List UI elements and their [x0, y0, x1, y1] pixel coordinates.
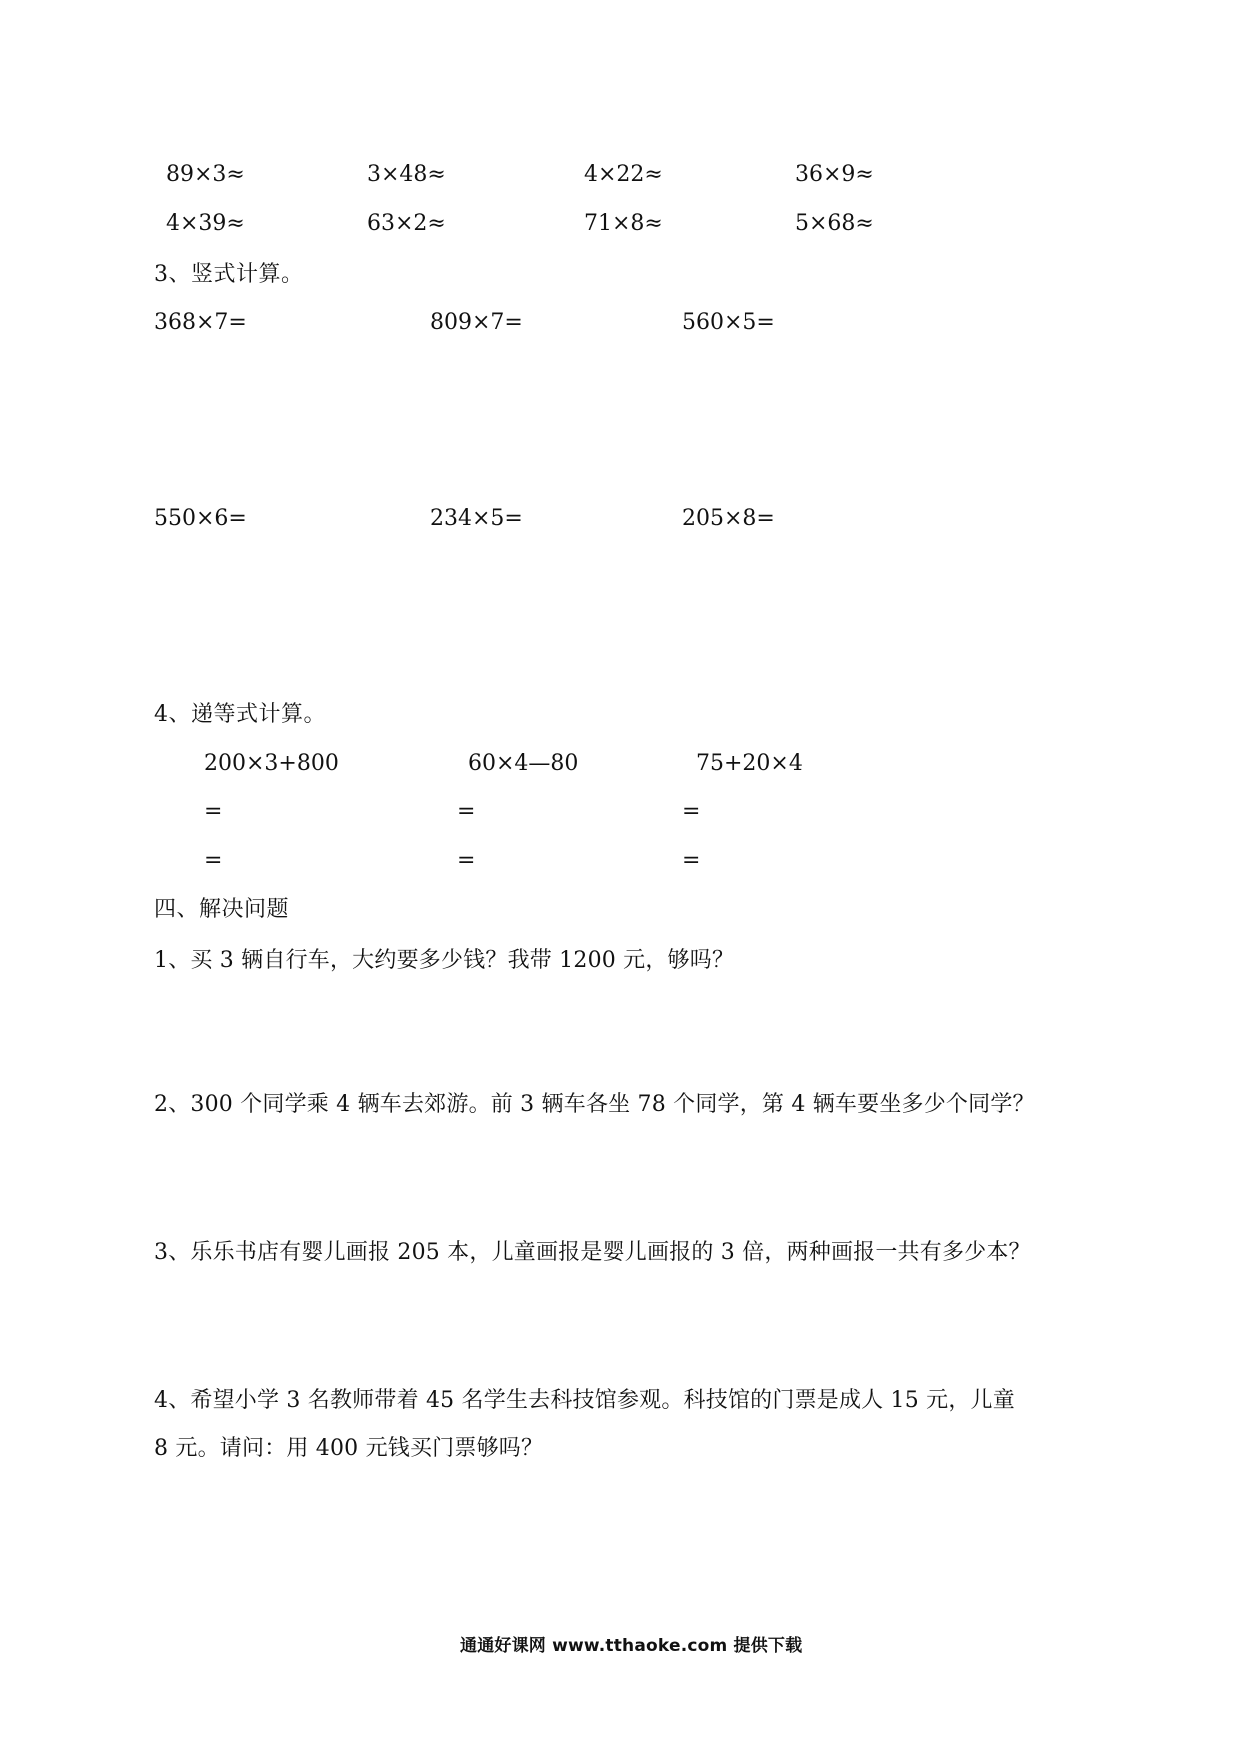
word-problem: 1、买 3 辆自行车，大约要多少钱？我带 1200 元，够吗？ [154, 948, 735, 973]
section-title-step-calc: 4、递等式计算。 [154, 702, 326, 727]
section-title-problem-solving: 四、解决问题 [154, 897, 290, 922]
estimation-item: 5×68≈ [795, 211, 874, 236]
word-problem-line: 4、希望小学 3 名教师带着 45 名学生去科技馆参观。科技馆的门票是成人 15 元，儿童 [154, 1388, 1015, 1413]
step-equals: = [457, 799, 476, 824]
calc-problem: 368×7= [154, 310, 247, 335]
step-equals: = [682, 848, 701, 873]
calc-problem: 560×5= [682, 310, 775, 335]
section-title-vertical-calc: 3、竖式计算。 [154, 262, 304, 287]
calc-problem: 234×5= [430, 506, 523, 531]
word-problem: 3、乐乐书店有婴儿画报 205 本，儿童画报是婴儿画报的 3 倍，两种画报一共有多少本？ [154, 1240, 1031, 1265]
step-equals: = [204, 799, 223, 824]
word-problem-line: 8 元。请问：用 400 元钱买门票够吗？ [154, 1436, 544, 1461]
step-equals: = [204, 848, 223, 873]
calc-problem: 205×8= [682, 506, 775, 531]
step-equals: = [682, 799, 701, 824]
word-problem: 2、300 个同学乘 4 辆车去郊游。前 3 辆车各坐 78 个同学，第 4 辆车要坐多少个同学？ [154, 1092, 1035, 1117]
step-expression: 60×4—80 [468, 751, 579, 776]
step-equals: = [457, 848, 476, 873]
estimation-item: 63×2≈ [367, 211, 446, 236]
calc-problem: 550×6= [154, 506, 247, 531]
estimation-item: 36×9≈ [795, 162, 874, 187]
estimation-item: 89×3≈ [166, 162, 245, 187]
step-expression: 200×3+800 [204, 751, 339, 776]
footer-text: 通通好课网 www.tthaoke.com 提供下载 [460, 1636, 803, 1656]
step-expression: 75+20×4 [696, 751, 803, 776]
estimation-item: 4×22≈ [584, 162, 663, 187]
estimation-item: 3×48≈ [367, 162, 446, 187]
estimation-item: 71×8≈ [584, 211, 663, 236]
calc-problem: 809×7= [430, 310, 523, 335]
estimation-item: 4×39≈ [166, 211, 245, 236]
